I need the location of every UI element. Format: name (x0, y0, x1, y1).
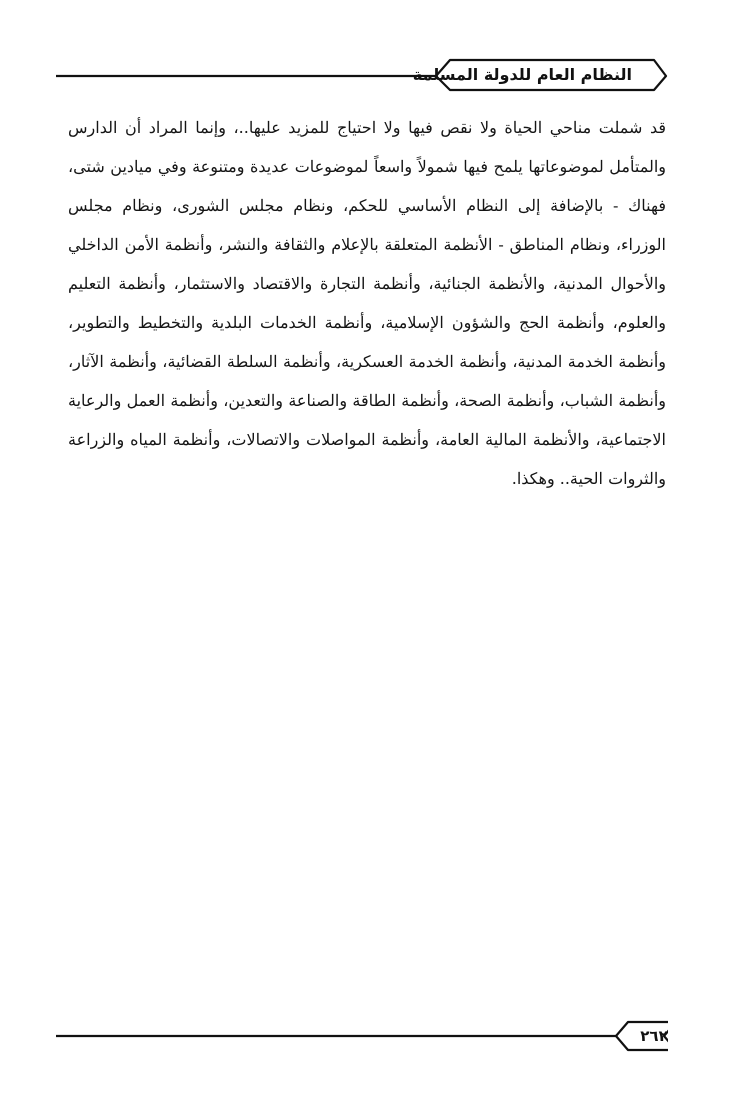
page-number: ٢٦٢ (640, 1027, 668, 1045)
body-paragraph: قد شملت مناحي الحياة ولا نقص فيها ولا احتياج للمزيد عليها..، وإنما المراد أن الدارس والمتأمل لموضوعاتها يلمح فيها شمولاً واسعاً لموضوعات عديدة ومتنوعة وفي ميادين شتى، فهناك - بالإضافة إلى النظام الأساسي للحكم، ونظام مجلس الشورى، ونظام مجلس الوزراء، ونظام المناطق - الأنظمة المتعلقة بالإعلام والثقافة والنشر، وأنظمة الأمن الداخلي والأحوال المدنية، والأنظمة الجنائية، وأنظمة التجارة والاقتصاد والاستثمار، وأنظمة التعليم والعلوم، وأنظمة الحج والشؤون الإسلامية، وأنظمة الخدمات البلدية والتخطيط والتطوير، وأنظمة الخدمة المدنية، وأنظمة الخدمة العسكرية، وأنظمة السلطة القضائية، وأنظمة الآثار، وأنظمة الشباب، وأنظمة الصحة، وأنظمة الطاقة والصناعة والتعدين، وأنظمة العمل والرعاية الاجتماعية، والأنظمة المالية العامة، وأنظمة المواصلات والاتصالات، وأنظمة المياه والزراعة والثروات الحية.. وهكذا. (68, 118, 666, 488)
running-header (56, 56, 668, 94)
main-text (68, 108, 666, 498)
footer-frame (56, 1019, 668, 1053)
page-footer (56, 1019, 668, 1053)
header-title: النظام العام للدولة المسلمة (412, 65, 632, 84)
